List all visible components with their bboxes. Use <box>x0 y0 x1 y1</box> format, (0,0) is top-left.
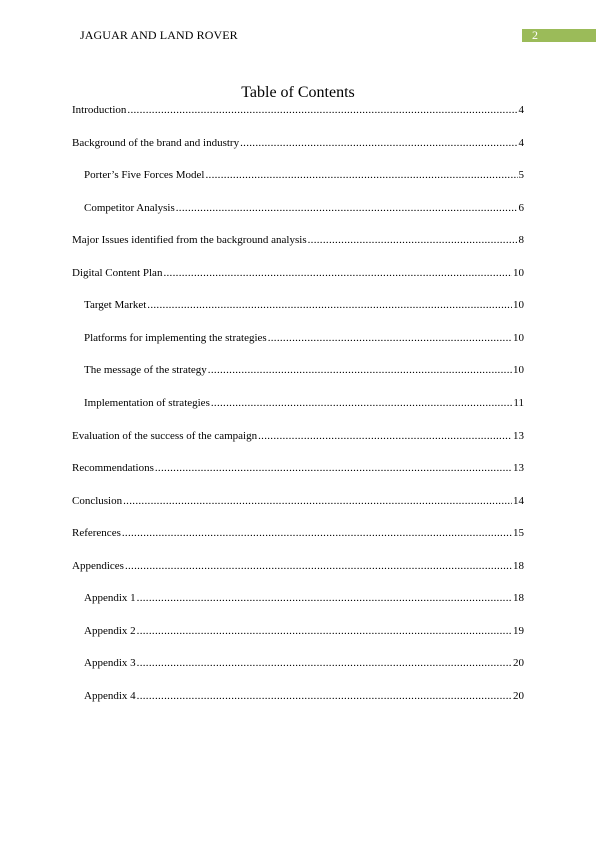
toc-entry-label: Major Issues identified from the background analysis <box>72 234 307 247</box>
toc-entry-label: Target Market <box>84 299 147 312</box>
toc-entry-page-number: 10 <box>513 299 524 312</box>
toc-entry[interactable] <box>84 330 524 346</box>
toc-entry-label: Competitor Analysis <box>84 201 175 214</box>
toc-entry-page-number: 10 <box>513 331 524 344</box>
toc-entry[interactable] <box>84 395 524 411</box>
toc-entry-page-number: 15 <box>513 527 524 540</box>
toc-entry[interactable] <box>72 493 524 509</box>
toc-leader-dots <box>137 623 512 639</box>
page-number: 2 <box>532 28 538 42</box>
toc-entry-label: Appendix 3 <box>84 657 136 670</box>
toc-entry-label: Digital Content Plan <box>72 266 163 279</box>
toc-leader-dots <box>137 655 512 671</box>
toc-entry-page-number: 11 <box>513 396 524 409</box>
toc-leader-dots <box>137 688 512 704</box>
toc-entry-label: Conclusion <box>72 494 123 507</box>
toc-leader-dots <box>147 297 512 313</box>
toc-entry-page-number: 4 <box>518 136 524 149</box>
toc-entry[interactable] <box>72 428 524 444</box>
toc-entry[interactable] <box>84 590 524 606</box>
toc-leader-dots <box>127 102 517 118</box>
toc-entry-page-number: 20 <box>513 657 524 670</box>
page-number-bar <box>522 29 596 42</box>
toc-leader-dots <box>205 167 517 183</box>
toc-entry[interactable] <box>72 460 524 476</box>
toc-entry-label: Appendix 4 <box>84 689 136 702</box>
toc-entry-page-number: 18 <box>513 559 524 572</box>
toc-entry-label: Evaluation of the success of the campaign <box>72 429 258 442</box>
toc-entry[interactable] <box>72 558 524 574</box>
toc-entry-page-number: 18 <box>513 592 524 605</box>
toc-entry-page-number: 4 <box>518 104 524 116</box>
toc-entry[interactable] <box>84 297 524 313</box>
toc-entry[interactable] <box>72 265 524 281</box>
toc-entry-label: References <box>72 527 121 540</box>
toc-leader-dots <box>258 428 512 444</box>
toc-leader-dots <box>176 200 518 216</box>
toc-entry[interactable] <box>72 525 524 541</box>
toc-entry-page-number: 20 <box>513 689 524 702</box>
toc-entry-label: Porter’s Five Forces Model <box>84 169 205 182</box>
toc-entry-label: Appendix 2 <box>84 624 136 637</box>
toc-entry[interactable] <box>72 102 524 118</box>
toc-entry-page-number: 10 <box>513 266 524 279</box>
toc-entry-page-number: 13 <box>513 429 524 442</box>
toc-title: Table of Contents <box>241 84 355 101</box>
toc-leader-dots <box>268 330 512 346</box>
toc-entry-page-number: 10 <box>513 364 524 377</box>
toc-entry-label: Background of the brand and industry <box>72 136 240 149</box>
toc-leader-dots <box>211 395 513 411</box>
toc-entry[interactable] <box>84 688 524 704</box>
toc-entry[interactable] <box>72 232 524 248</box>
toc-entry[interactable] <box>84 362 524 378</box>
toc-entry-page-number: 6 <box>518 201 524 214</box>
toc-leader-dots <box>240 135 517 151</box>
toc-entry[interactable] <box>84 167 524 183</box>
toc-entry-page-number: 14 <box>513 494 524 507</box>
toc-entry[interactable] <box>72 135 524 151</box>
toc-entry-label: Appendices <box>72 559 124 572</box>
toc-leader-dots <box>208 362 512 378</box>
toc-leader-dots <box>137 590 512 606</box>
toc-entry[interactable] <box>84 655 524 671</box>
toc-leader-dots <box>122 525 512 541</box>
toc-entry[interactable] <box>84 200 524 216</box>
toc-entry-page-number: 13 <box>513 462 524 475</box>
toc-entry[interactable] <box>84 623 524 639</box>
toc-entry-label: Appendix 1 <box>84 592 136 605</box>
toc-entry-label: Recommendations <box>72 462 154 475</box>
toc-entry-page-number: 8 <box>518 234 524 247</box>
toc-entry-page-number: 5 <box>518 169 524 182</box>
toc-leader-dots <box>308 232 518 248</box>
toc-leader-dots <box>155 460 512 476</box>
header-title: JAGUAR AND LAND ROVER <box>80 28 238 42</box>
toc-leader-dots <box>125 558 512 574</box>
toc-entry-label: The message of the strategy <box>84 364 207 377</box>
toc-entry-label: Platforms for implementing the strategies <box>84 331 267 344</box>
toc-leader-dots <box>123 493 512 509</box>
toc-entry-page-number: 19 <box>513 624 524 637</box>
toc-leader-dots <box>163 265 512 281</box>
toc-entry-label: Introduction <box>72 104 127 116</box>
toc-entry-label: Implementation of strategies <box>84 396 210 409</box>
